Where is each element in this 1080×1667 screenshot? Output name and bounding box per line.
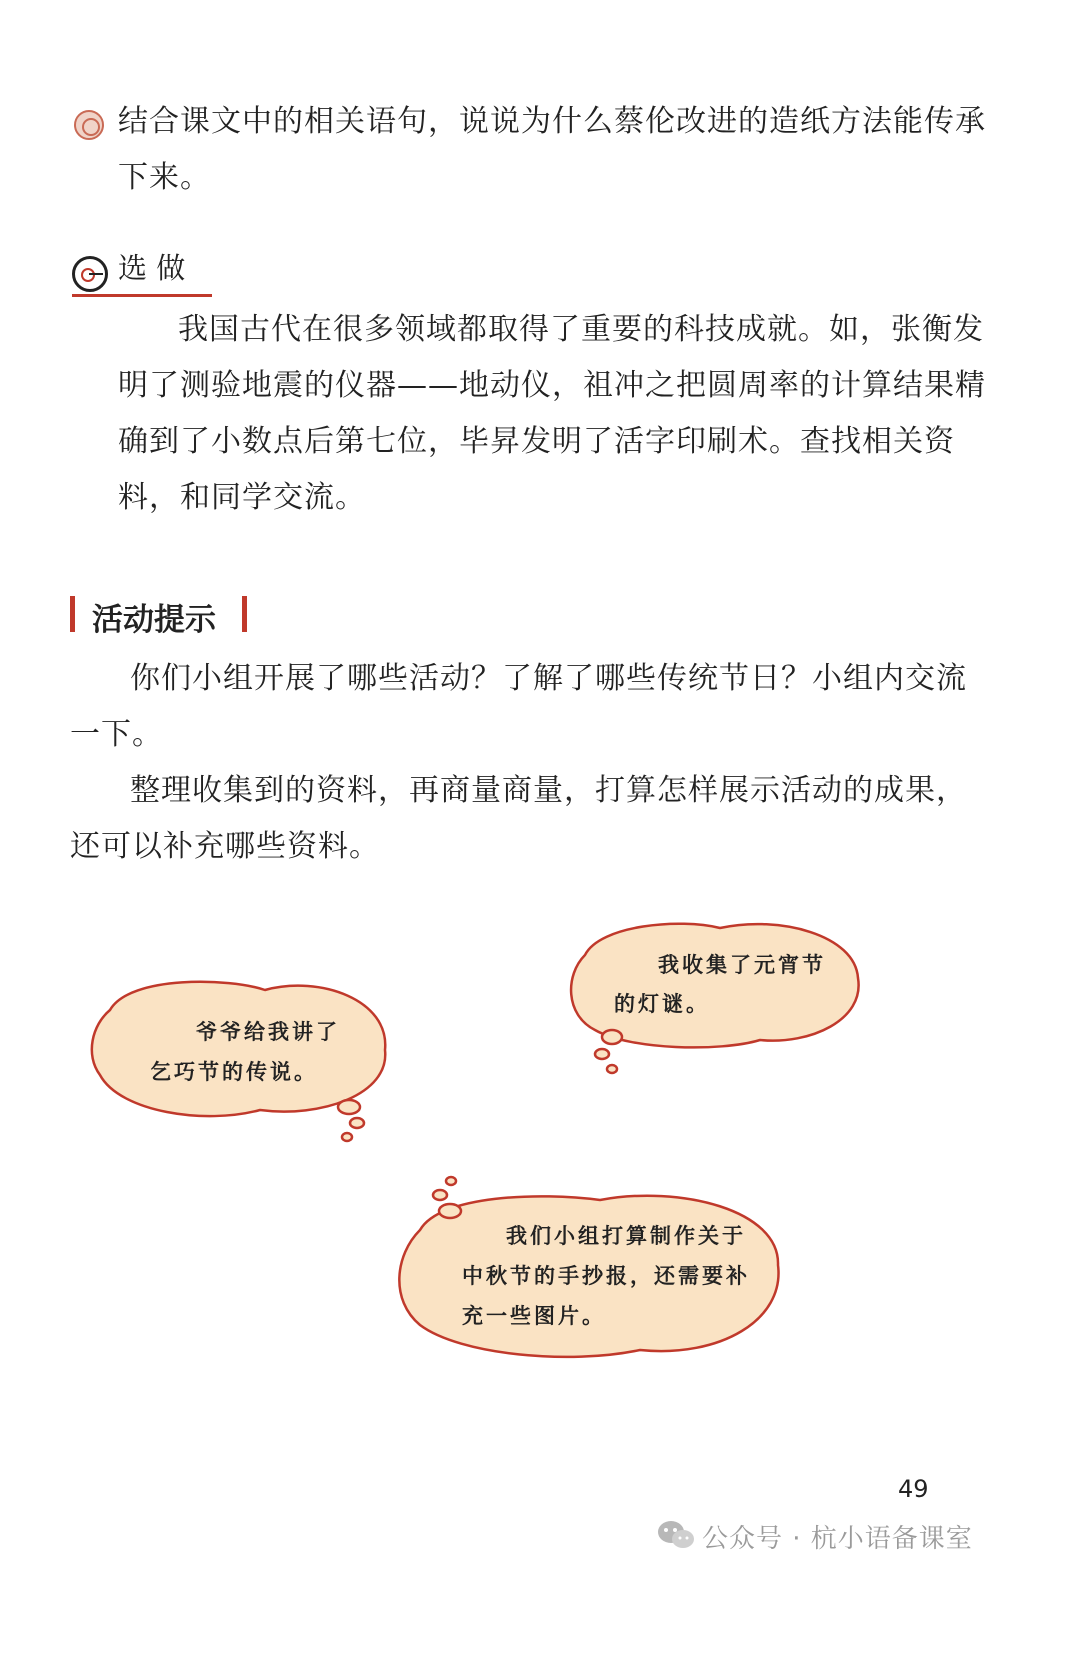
bubble-left-dot-2	[350, 1118, 364, 1128]
question-line-2: 下来。	[118, 160, 211, 195]
activity-p1-line-1: 你们小组开展了哪些活动？了解了哪些传统节日？小组内交流	[130, 661, 967, 696]
watermark-text: 公众号 · 杭小语备课室	[702, 1524, 973, 1554]
bubble-right-line-1: 我收集了元宵节	[658, 952, 826, 977]
bubble-right-line-2: 的灯谜。	[614, 991, 710, 1016]
optional-line-3: 确到了小数点后第七位，毕昇发明了活字印刷术。查找相关资	[118, 424, 955, 459]
bubble-bottom-line-3: 充一些图片。	[462, 1303, 606, 1328]
bubble-bottom-line-1: 我们小组打算制作关于	[506, 1223, 746, 1248]
bubble-bottom-dot-1	[439, 1204, 461, 1218]
bubble-bottom-dot-3	[446, 1177, 456, 1185]
bubble-bottom-line-2: 中秋节的手抄报，还需要补	[462, 1263, 750, 1288]
bubble-bottom-dot-2	[433, 1190, 447, 1200]
activity-heading: 活动提示	[92, 602, 216, 638]
bubble-left-line-2: 乞巧节的传说。	[150, 1059, 318, 1084]
bubble-left-dot-3	[342, 1133, 352, 1141]
bubble-left-dot-1	[338, 1100, 360, 1114]
activity-p1-line-2: 一下。	[70, 717, 163, 752]
optional-title: 选 做	[118, 251, 186, 285]
optional-line-4: 料，和同学交流。	[118, 480, 366, 515]
optional-line-1: 我国古代在很多领域都取得了重要的科技成就。如，张衡发	[178, 312, 984, 347]
bubble-right-dot-1	[602, 1030, 622, 1044]
wechat-icon	[656, 1518, 698, 1552]
bubble-right-dot-3	[607, 1065, 617, 1073]
bubble-right-dot-2	[595, 1049, 609, 1059]
question-line-1: 结合课文中的相关语句，说说为什么蔡伦改进的造纸方法能传承	[118, 104, 986, 139]
activity-p2-line-1: 整理收集到的资料，再商量商量，打算怎样展示活动的成果，	[130, 773, 967, 808]
page-number: 49	[898, 1475, 929, 1503]
activity-p2-line-2: 还可以补充哪些资料。	[70, 829, 380, 864]
bubble-left-line-1: 爷爷给我讲了	[196, 1019, 340, 1044]
optional-line-2: 明了测验地震的仪器——地动仪，祖冲之把圆周率的计算结果精	[118, 368, 986, 403]
